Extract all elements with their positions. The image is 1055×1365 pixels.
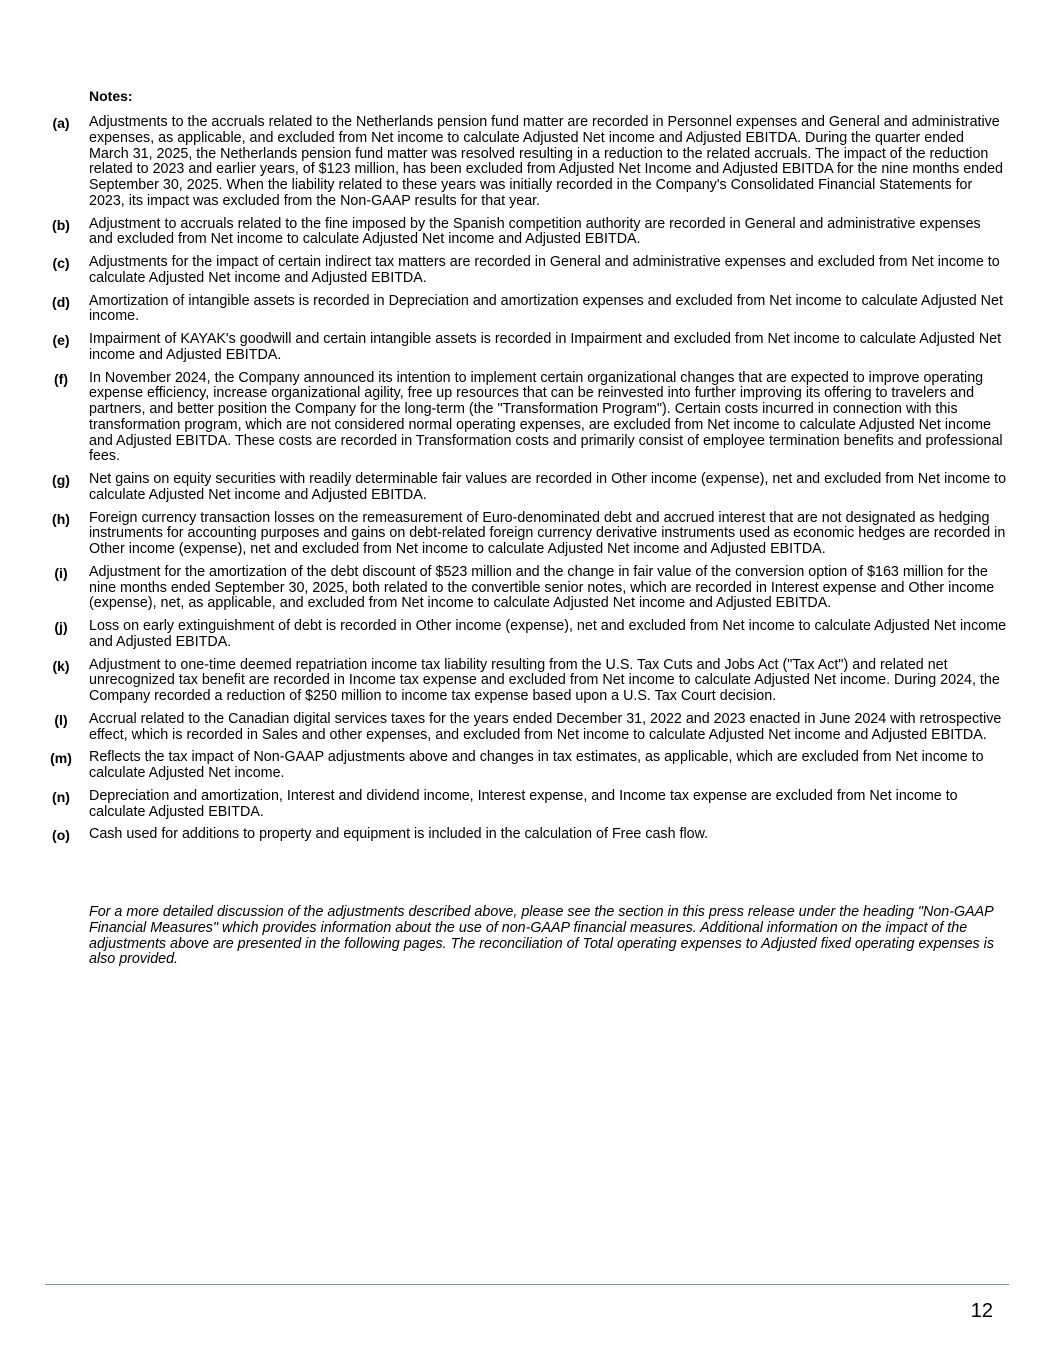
note-item bbox=[0, 750, 1055, 782]
note-item bbox=[0, 511, 1055, 558]
note-item bbox=[0, 619, 1055, 651]
note-text: Impairment of KAYAK's goodwill and certain intangible assets is recorded in Impairment and excluded from Net income to calculate Adjusted Net income and Adjusted EBITDA. bbox=[89, 331, 1002, 363]
note-label: (a) bbox=[52, 115, 70, 131]
note-text: Loss on early extinguishment of debt is recorded in Other income (expense), net and excluded from Net income to calculate Adjusted Net income and Adjusted EBITDA. bbox=[89, 618, 1007, 650]
note-item bbox=[0, 565, 1055, 612]
note-label: (g) bbox=[52, 472, 70, 488]
closing-paragraph: For a more detailed discussion of the adjustments described above, please see the section in this press release under the heading "Non-GAAP Financial Measures" which provides information about the use of non-GAAP financial measures. Additional information on the impact of the adjustments above are presented in the following pages. The reconciliation of Total operating expenses to Adjusted fixed operating expenses is also provided. bbox=[89, 904, 994, 968]
footer-divider bbox=[45, 1284, 1009, 1285]
note-label: (i) bbox=[54, 564, 68, 581]
note-label: (h) bbox=[52, 510, 70, 527]
note-item bbox=[0, 472, 1055, 504]
note-text: In November 2024, the Company announced its intention to implement certain organizational changes that are expected to improve operating expense efficiency, increase organizational agility, free up resources that can be reinvested into further improving its offering to travelers and partners, and better position the Company for the long-term (the "Transformation Program"). Certain costs incurred in connection with this transformation program, which are not considered normal operating expenses, are excluded from Net income to calculate Adjusted Net income and Adjusted EBITDA. These costs are recorded in Transformation costs and primarily consist of employee termination benefits and professional fees. bbox=[89, 369, 1003, 465]
note-item bbox=[0, 827, 1055, 843]
note-text: Adjustments for the impact of certain indirect tax matters are recorded in General and administrative expenses and excluded from Net income to calculate Adjusted Net income and Adjusted EBITDA. bbox=[89, 254, 1000, 286]
note-item bbox=[0, 789, 1055, 821]
note-text: Adjustment to accruals related to the fine imposed by the Spanish competition authority are recorded in General and administrative expenses and excluded from Net income to calculate Adjusted Net income and Adjusted EBITDA. bbox=[89, 215, 981, 248]
note-item bbox=[0, 294, 1055, 326]
note-text: Foreign currency transaction losses on the remeasurement of Euro-denominated debt and accrued interest that are not designated as hedging instruments for accounting purposes and gains on debt-related foreign currency derivative instruments used as economic hedges are recorded in Other income (expense), net and excluded from Net income to calculate Adjusted Net income and Adjusted EBITDA. bbox=[89, 509, 1006, 557]
notes-list bbox=[0, 115, 1055, 850]
note-text: Net gains on equity securities with readily determinable fair values are recorded in Other income (expense), net and excluded from Net income to calculate Adjusted Net income and Adjusted EBITDA. bbox=[89, 471, 1007, 503]
note-item bbox=[0, 332, 1055, 364]
note-item bbox=[0, 371, 1055, 466]
note-item bbox=[0, 217, 1055, 249]
note-label: (j) bbox=[54, 619, 68, 635]
notes-heading: Notes: bbox=[89, 88, 133, 104]
note-text: Adjustment to one-time deemed repatriation income tax liability resulting from the U.S. Tax Cuts and Jobs Act ("Tax Act") and related net unrecognized tax benefit are recorded in Income tax expense and excluded from Net income to calculate Adjusted Net income. During 2024, the Company recorded a reduction of $250 million to income tax expense based upon a U.S. Tax Court decision. bbox=[89, 656, 1000, 704]
note-item bbox=[0, 658, 1055, 705]
note-label: (e) bbox=[52, 332, 70, 348]
note-item bbox=[0, 115, 1055, 210]
note-item bbox=[0, 712, 1055, 744]
note-label: (n) bbox=[52, 788, 70, 805]
note-label: (m) bbox=[50, 750, 72, 767]
note-text: Adjustments to the accruals related to the Netherlands pension fund matter are recorded in Personnel expenses and General and administrative expenses, as applicable, and excluded from Net income to calculate Adjusted Net income and Adjusted EBITDA. During the quarter ended March 31, 2025, the Netherlands pension fund matter was resolved resulting in a reduction to the related accruals. The impact of the reduction related to 2023 and earlier years, of $123 million, has been excluded from Adjusted Net Income and Adjusted EBITDA for the nine months ended September 30, 2025. When the liability related to these years was initially recorded in the Company's Consolidated Financial Statements for 2023, its impact was excluded from the Non-GAAP results for that year. bbox=[89, 114, 1003, 209]
page-number: 12 bbox=[970, 1300, 993, 1322]
note-text: Reflects the tax impact of Non-GAAP adjustments above and changes in tax estimates, as applicable, which are excluded from Net income to calculate Adjusted Net income. bbox=[89, 749, 984, 781]
note-text: Amortization of intangible assets is recorded in Depreciation and amortization expenses and excluded from Net income to calculate Adjusted Net income. bbox=[89, 292, 1003, 325]
note-label: (f) bbox=[54, 370, 68, 387]
note-text: Adjustment for the amortization of the debt discount of $523 million and the change in fair value of the conversion option of $163 million for the nine months ended September 30, 2025, both related to the convertible senior notes, which are recorded in Interest expense and Other income (expense), net, as applicable, and excluded from Net income to calculate Adjusted Net income and Adjusted EBITDA. bbox=[89, 563, 995, 612]
note-text: Accrual related to the Canadian digital services taxes for the years ended December 31, 2022 and 2023 enacted in June 2024 with retrospective effect, which is recorded in Sales and other expenses, and excluded from Net income to calculate Adjusted Net income and Adjusted EBITDA. bbox=[89, 710, 1002, 743]
note-label: (k) bbox=[52, 657, 70, 674]
note-label: (d) bbox=[52, 293, 70, 310]
note-label: (b) bbox=[52, 216, 70, 233]
note-text: Depreciation and amortization, Interest and dividend income, Interest expense, and Income tax expense are excluded from Net income to calculate Adjusted EBITDA. bbox=[89, 787, 958, 820]
note-label: (l) bbox=[54, 711, 68, 728]
note-item bbox=[0, 255, 1055, 287]
note-label: (c) bbox=[52, 255, 70, 271]
note-text: Cash used for additions to property and equipment is included in the calculation of Free cash flow. bbox=[89, 826, 709, 843]
note-label: (o) bbox=[52, 827, 70, 844]
